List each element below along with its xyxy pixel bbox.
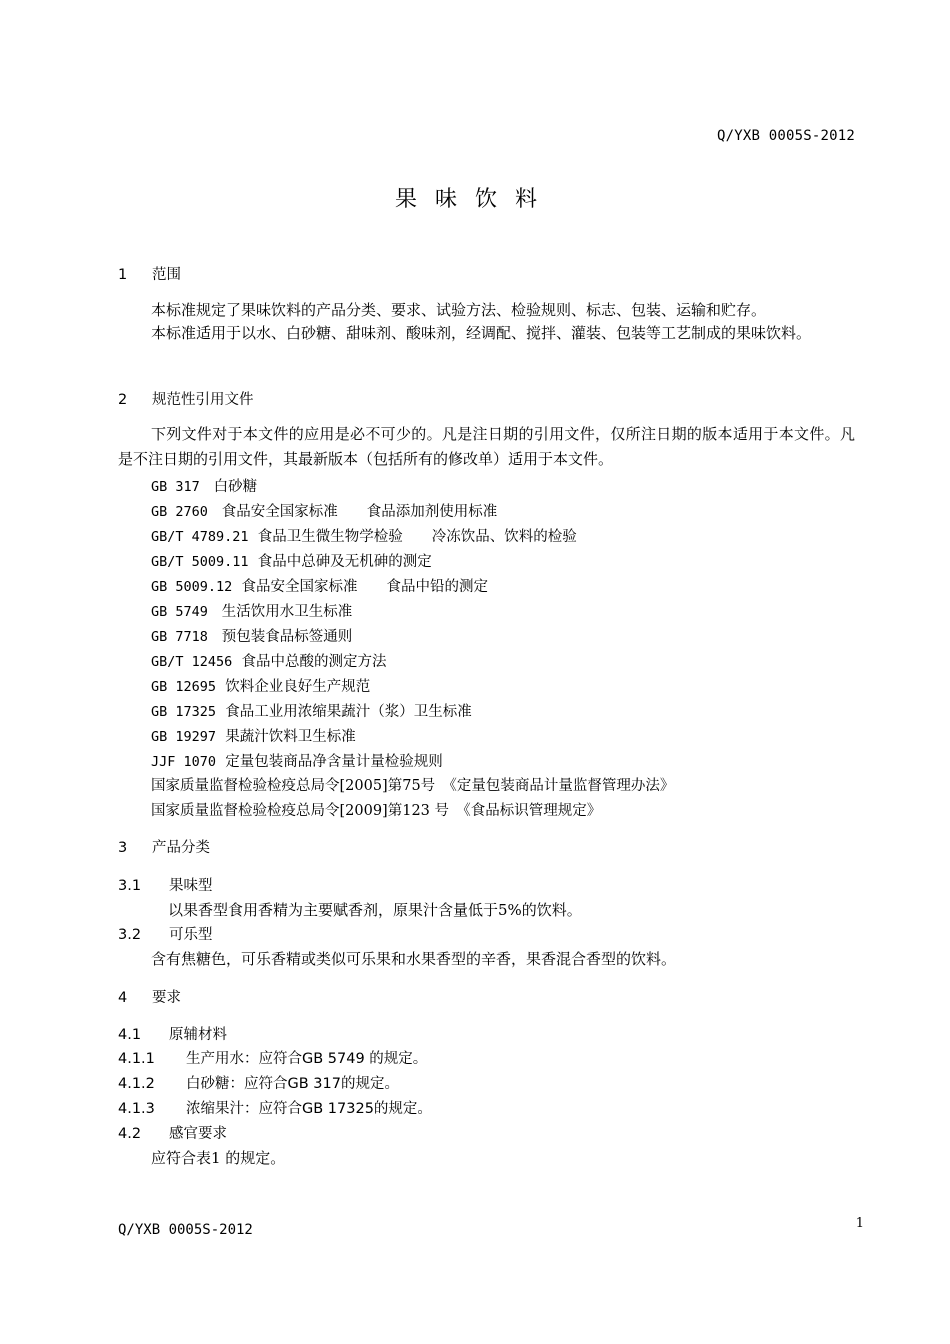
subsection-number: 4.1 bbox=[118, 1027, 142, 1043]
footer-standard-code: Q/YXB 0005S-2012 bbox=[118, 1222, 253, 1238]
section-1-paragraph-1: 本标准规定了果味饮料的产品分类、要求、试验方法、检验规则、标志、包装、运输和贮存。 bbox=[151, 301, 767, 319]
reference-item: GB/T 5009.11 食品中总砷及无机砷的测定 bbox=[151, 554, 432, 570]
reference-item: GB/T 12456 食品中总酸的测定方法 bbox=[151, 654, 387, 670]
subsection-number: 4.2 bbox=[118, 1126, 142, 1142]
regulation-order-2: 国家质量监督检验检疫总局令[2009]第123 号 《食品标识管理规定》 bbox=[151, 803, 602, 819]
section-2-paragraph-1: 下列文件对于本文件的应用是必不可少的。凡是注日期的引用文件，仅所注日期的版本适用于本文件。凡是不注日期的引用文件，其最新版本（包括所有的修改单）适用于本文件。 bbox=[118, 425, 855, 468]
document-title: 果味饮料 bbox=[394, 187, 555, 212]
reference-item: GB 7718 预包装食品标签通则 bbox=[151, 629, 353, 645]
reference-item: GB 17325 食品工业用浓缩果蔬汁（浆）卫生标准 bbox=[151, 704, 472, 720]
subsection-3-2-heading bbox=[118, 923, 213, 944]
subsection-3-1-text: 以果香型食用香精为主要赋香剂，原果汁含量低于5%的饮料。 bbox=[168, 901, 582, 919]
page-number: 1 bbox=[855, 1216, 864, 1231]
clause-number: 4.1.2 bbox=[118, 1076, 155, 1092]
reference-item: GB 12695 饮料企业良好生产规范 bbox=[151, 679, 371, 695]
section-number: 4 bbox=[118, 990, 128, 1006]
clause-4-1-1 bbox=[118, 1047, 427, 1068]
subsection-3-2-text: 含有焦糖色，可乐香精或类似可乐果和水果香型的辛香，果香混合香型的饮料。 bbox=[151, 950, 677, 968]
section-number: 2 bbox=[118, 392, 128, 408]
subsection-title: 果味型 bbox=[169, 878, 213, 894]
header-standard-code: Q/YXB 0005S-2012 bbox=[716, 128, 855, 144]
subsection-4-2-heading bbox=[118, 1122, 227, 1143]
clause-4-1-3 bbox=[118, 1097, 432, 1118]
section-title: 产品分类 bbox=[152, 840, 210, 856]
reference-item: GB 317 白砂糖 bbox=[151, 479, 258, 495]
section-3-heading bbox=[118, 836, 210, 857]
section-2-heading bbox=[118, 388, 254, 409]
section-1-paragraph-2: 本标准适用于以水、白砂糖、甜味剂、酸味剂，经调配、搅拌、灌装、包装等工艺制成的果味饮料。 bbox=[151, 324, 812, 342]
regulation-order-1: 国家质量监督检验检疫总局令[2005]第75号 《定量包装商品计量监督管理办法》 bbox=[151, 778, 675, 794]
subsection-title: 感官要求 bbox=[169, 1126, 227, 1142]
clause-number: 4.1.3 bbox=[118, 1101, 155, 1117]
section-title: 范围 bbox=[152, 267, 181, 283]
section-title: 规范性引用文件 bbox=[152, 392, 254, 408]
section-title: 要求 bbox=[152, 990, 181, 1006]
clause-text: 生产用水：应符合GB 5749 的规定。 bbox=[186, 1051, 428, 1067]
subsection-3-1-heading bbox=[118, 874, 213, 895]
reference-item: GB 19297 果蔬汁饮料卫生标准 bbox=[151, 729, 356, 745]
subsection-4-2-text: 应符合表1 的规定。 bbox=[151, 1149, 286, 1167]
reference-item: GB 2760 食品安全国家标准 食品添加剂使用标准 bbox=[151, 504, 498, 520]
section-number: 1 bbox=[118, 267, 128, 283]
reference-item: GB/T 4789.21 食品卫生微生物学检验 冷冻饮品、饮料的检验 bbox=[151, 529, 577, 545]
clause-text: 浓缩果汁：应符合GB 17325的规定。 bbox=[186, 1101, 432, 1117]
section-number: 3 bbox=[118, 840, 128, 856]
section-1-heading bbox=[118, 263, 181, 284]
subsection-number: 3.1 bbox=[118, 878, 142, 894]
subsection-title: 原辅材料 bbox=[169, 1027, 227, 1043]
reference-item: GB 5749 生活饮用水卫生标准 bbox=[151, 604, 353, 620]
subsection-number: 3.2 bbox=[118, 927, 142, 943]
clause-number: 4.1.1 bbox=[118, 1051, 155, 1067]
subsection-title: 可乐型 bbox=[169, 927, 213, 943]
section-4-heading bbox=[118, 986, 181, 1007]
reference-item: JJF 1070 定量包装商品净含量计量检验规则 bbox=[151, 754, 443, 770]
reference-item: GB 5009.12 食品安全国家标准 食品中铅的测定 bbox=[151, 579, 488, 595]
clause-4-1-2 bbox=[118, 1072, 399, 1093]
clause-text: 白砂糖：应符合GB 317的规定。 bbox=[186, 1076, 399, 1092]
subsection-4-1-heading bbox=[118, 1023, 227, 1044]
